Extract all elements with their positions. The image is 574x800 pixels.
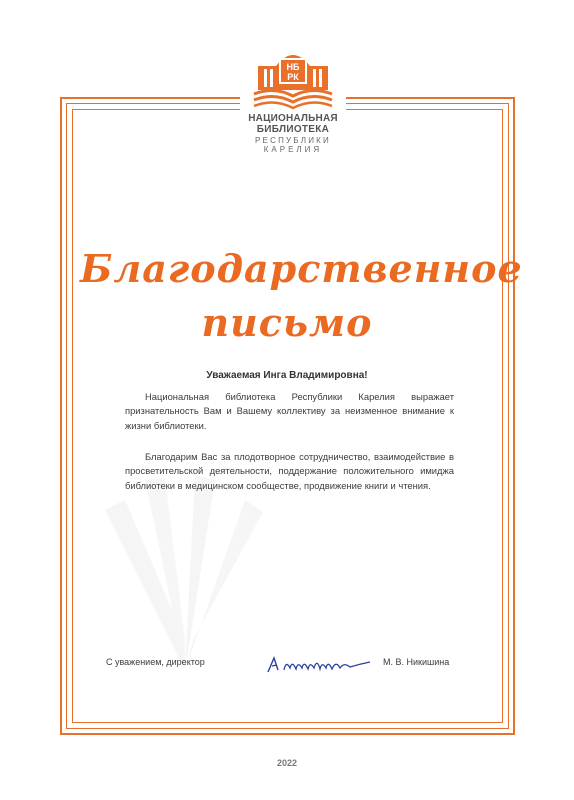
director-name: М. В. Никишина — [383, 657, 450, 667]
letter-title-line-2: письмо — [201, 300, 373, 345]
letter-title-line-1: Благодарственное — [80, 246, 523, 291]
paragraph-1: Национальная библиотека Республики Карелия выражает признательность Вам и Вашему коллективу за неизменное внимание к жизни библиотеки. — [125, 391, 454, 431]
paragraph-2: Благодарим Вас за плодотворное сотрудничество, взаимодействие в просветительской деятельности, поддержание положительного имиджа библиотеки в медицинском сообществе, продвижение книги и чтения. — [125, 451, 454, 491]
svg-text:РК: РК — [287, 72, 299, 82]
year: 2022 — [276, 758, 298, 768]
handwritten-signature — [264, 648, 374, 678]
svg-text:НБ: НБ — [286, 62, 300, 72]
logo-line-4: КАРЕЛИЯ — [263, 145, 323, 154]
closing-label: С уважением, директор — [106, 657, 205, 667]
logo-line-3: РЕСПУБЛИКИ — [255, 136, 331, 145]
logo-line-2: БИБЛИОТЕКА — [256, 124, 330, 135]
library-emblem-icon — [246, 40, 340, 112]
library-logo — [240, 40, 346, 162]
greeting: Уважаемая Инга Владимировна! — [206, 370, 368, 381]
logo-line-1: НАЦИОНАЛЬНАЯ — [248, 113, 338, 124]
